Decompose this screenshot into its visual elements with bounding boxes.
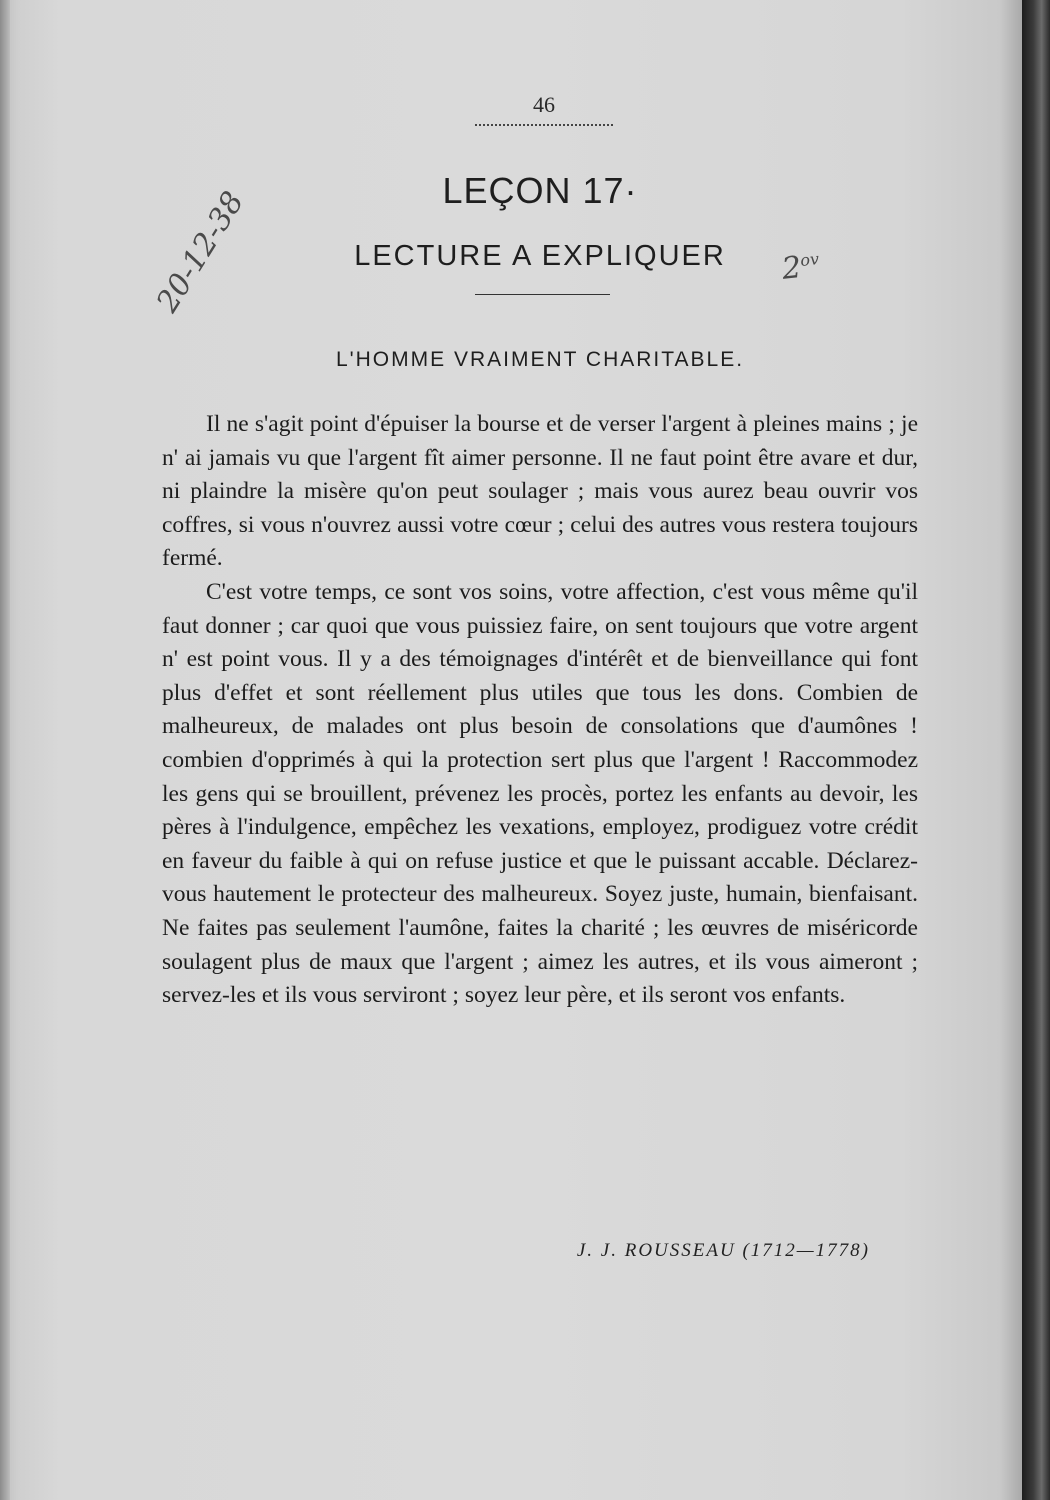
handwritten-note-sup: ov [799,249,820,270]
page-left-edge [0,0,10,1500]
page-number-divider [475,124,613,126]
paragraph: C'est votre temps, ce sont vos soins, votre affection, c'est vous même qu'il faut donner ; car quoi que vous puissiez faire, on sent toujours que votre argent n' est point vous. Il y a des témoignages d'intérêt et de bienveillance qui font plus d'effet et sont réellement plus utiles que tous les dons. Combien de malheureux, de malades ont plus besoin de consolations que d'aumônes ! combien d'opprimés à qui la protection sert plus que l'argent ! Raccommodez les gens qui se brouillent, prévenez les procès, portez les enfants au devoir, les pères à l'indulgence, empêchez les vexations, employez, prodiguez votre crédit en faveur du faible à qui on refuse justice et que le puissant accable. Déclarez-vous hautement le protecteur des malheureux. Soyez juste, humain, bienfaisant. Ne faites pas seulement l'aumône, faites la charité ; les œuvres de miséricorde soulagent plus de maux que l'argent ; aimez les autres, et ils vous aimeront ; servez-les et ils vous serviront ; soyez leur père, et ils seront vos enfants. [162,578,918,1009]
handwritten-date: 20-12-38 [150,185,252,319]
reading-body [162,408,918,1013]
title-divider [475,294,610,295]
reading-title: L'HOMME VRAIMENT CHARITABLE. [335,348,745,371]
paragraph: Il ne s'agit point d'épuiser la bourse et de verser l'argent à pleines mains ; je n' ai jamais vu que l'argent fît aimer personne. Il ne faut point être avare et dur, ni plaindre la misère qu'on peut soulager ; mais vous aurez beau ouvrir vos coffres, si vous n'ouvrez aussi votre cœur ; celui des autres vous restera toujours fermé. [162,411,918,572]
author-attribution: J. J. ROUSSEAU (1712—1778) [576,1240,870,1261]
lesson-subtitle: LECTURE A EXPLIQUER [354,240,726,272]
lesson-title: LEÇON 17· [442,170,638,211]
handwritten-note-main: 2 [780,250,803,287]
handwritten-note [780,248,821,287]
book-spine-edge [1022,0,1050,1500]
page-number: 46 [533,92,555,117]
